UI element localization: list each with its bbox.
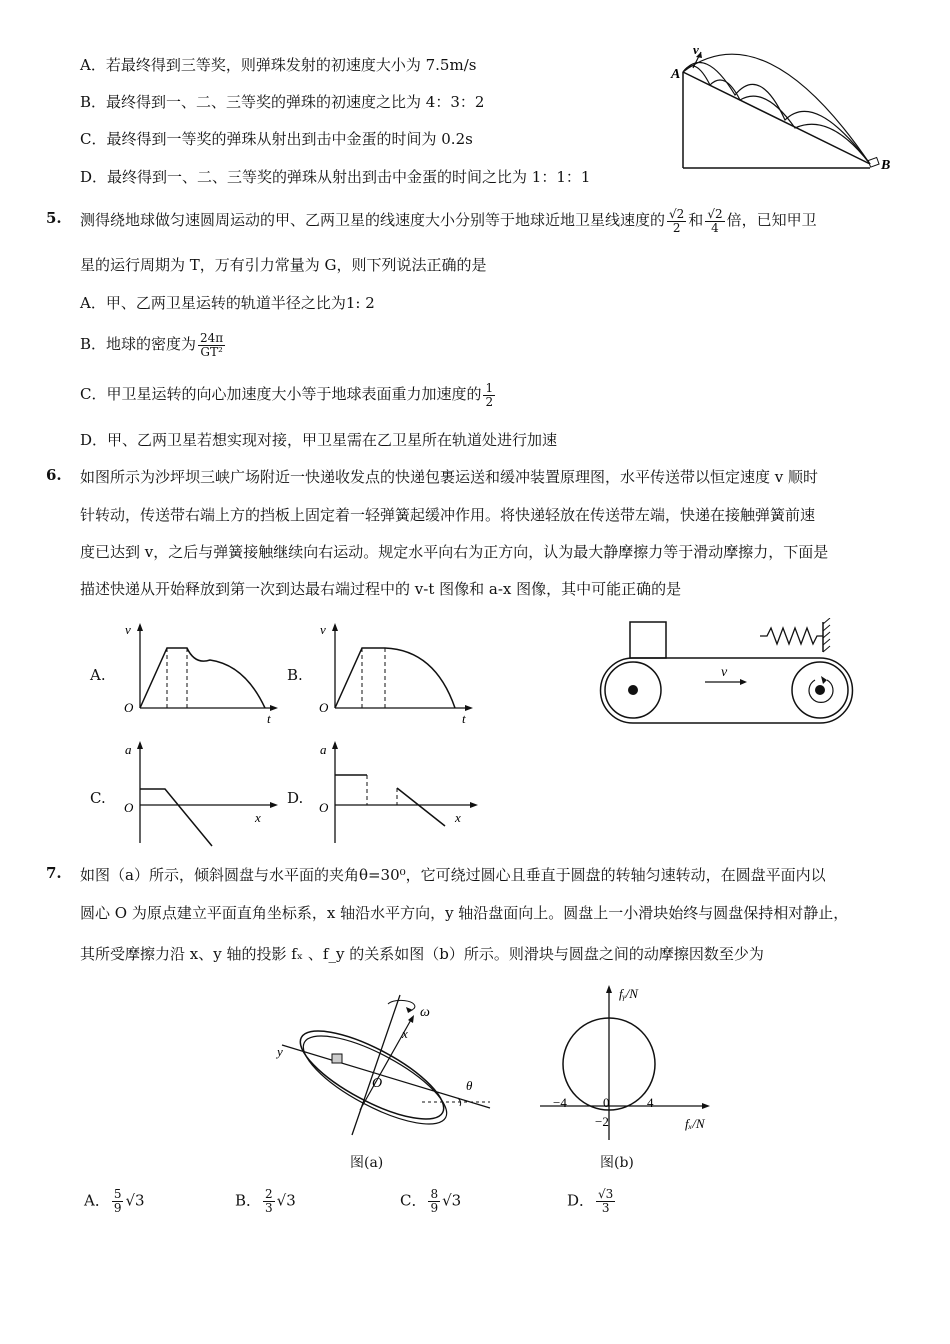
figure-b-friction-circle (535, 980, 725, 1145)
figure-b-caption: 图(b) (600, 1155, 634, 1171)
axis-x-label: x (255, 810, 261, 825)
axis-y-label: y (277, 1044, 283, 1059)
fraction-sqrt2-over-4: $\frac{√2}{4}$ (707, 206, 723, 235)
graph-a-label: A. (90, 666, 106, 684)
axis-t-label: t (462, 711, 466, 725)
omega-label: ω (420, 1005, 430, 1020)
q4-slope-figure (665, 40, 905, 180)
origin-label: O (124, 800, 134, 815)
q4-option-a: A．若最终得到三等奖，则弹珠发射的初速度大小为 7.5m/s (80, 56, 477, 74)
axis-x-label: x (455, 810, 461, 825)
q7-number: 7. (46, 864, 62, 882)
figure-a-caption: 图(a) (350, 1155, 384, 1171)
origin-label: O (319, 700, 329, 715)
q5-option-d: D．甲、乙两卫星若想实现对接，甲卫星需在乙卫星所在轨道处进行加速 (80, 431, 558, 449)
axis-t-label: t (267, 711, 271, 725)
q7-option-c: C． $\frac{8}{9}$ √3 (400, 1187, 462, 1215)
axis-a-label: a (125, 742, 132, 757)
q7-option-d: D． $\frac{√3}{3}$ (567, 1187, 614, 1215)
graph-a-vt (115, 620, 285, 725)
q6-stem-line-1: 如图所示为沙坪坝三峡广场附近一快递收发点的快递包裹运送和缓冲装置原理图，水平传送带以恒定速度 v 顺时 (80, 468, 819, 486)
graph-b-label: B. (287, 666, 303, 684)
graph-b-vt (310, 620, 480, 725)
q5-option-c: C．甲卫星运转的向心加速度大小等于地球表面重力加速度的 $\frac{1}{2}$ (80, 380, 494, 409)
graph-d-label: D. (287, 789, 304, 807)
q5-number: 5. (46, 209, 62, 227)
q4-option-d: D．最终得到一、二、三等奖的弹珠从射出到击中金蛋的时间之比为 1：1：1 (80, 168, 591, 186)
velocity-label: v (693, 42, 699, 57)
fx-axis-label: fₓ/N (685, 1116, 705, 1131)
axis-a-label: a (320, 742, 327, 757)
density-fraction: $\frac{24\pi}{\text{GT²}}$ (200, 330, 224, 359)
answer-b-fraction: $\frac{2}{3}$ (265, 1187, 273, 1215)
origin-label: O (372, 1076, 383, 1091)
q5-stem-line-2: 星的运行周期为 T，万有引力常量为 G，则下列说法正确的是 (80, 256, 487, 274)
figure-a-tilted-disc (272, 990, 497, 1140)
q6-number: 6. (46, 466, 62, 484)
q7-option-a: A． $\frac{5}{9}$ √3 (84, 1187, 145, 1215)
tick-minus-4: −4 (553, 1095, 567, 1110)
theta-label: θ (466, 1078, 473, 1093)
q7-stem-line-3: 其所受摩擦力沿 x、y 轴的投影 fₓ 、f_y 的关系如图（b）所示。则滑块与圆盘之间的动摩擦因数至少为 (80, 945, 764, 963)
q4-option-c: C．最终得到一等奖的弹珠从射出到击中金蛋的时间为 0.2s (80, 130, 473, 148)
answer-d-fraction: $\frac{√3}{3}$ (598, 1187, 614, 1215)
q5-option-b: B．地球的密度为 $\frac{24\pi}{\text{GT²}}$ (80, 330, 224, 359)
q5-option-a: A．甲、乙两卫星运转的轨道半径之比为1: 2 (80, 294, 375, 312)
answer-a-fraction: $\frac{5}{9}$ (113, 1187, 122, 1215)
q6-stem-line-4: 描述快递从开始释放到第一次到达最右端过程中的 v-t 图像和 a-x 图像，其中可能正确的是 (80, 580, 682, 598)
q7-option-b: B． $\frac{2}{3}$ √3 (235, 1187, 296, 1215)
conveyor-belt-diagram (595, 618, 860, 728)
half-fraction: $\frac{1}{2}$ (485, 380, 494, 409)
graph-c-label: C. (90, 789, 106, 807)
fraction-sqrt2-over-2: $\frac{√2}{2}$ (669, 206, 685, 235)
axis-x-label: x (402, 1026, 408, 1041)
tick-plus-4: 4 (647, 1095, 654, 1110)
graph-c-ax (115, 738, 285, 848)
axis-v-label: v (125, 622, 131, 637)
tick-zero: 0 (603, 1095, 610, 1110)
q7-stem-line-2: 圆心 O 为原点建立平面直角坐标系，x 轴沿水平方向，y 轴沿盘面向上。圆盘上一小滑块始终与圆盘保持相对静止， (80, 904, 849, 922)
tick-minus-2: −2 (595, 1114, 609, 1129)
belt-velocity-label: v (721, 665, 728, 680)
point-b-label: B (881, 158, 891, 173)
q7-stem-line-1: 如图（a）所示，倾斜圆盘与水平面的夹角θ=30⁰，它可绕过圆心且垂直于圆盘的转轴匀速转动，在圆盘平面内以 (80, 866, 826, 884)
origin-label: O (124, 700, 134, 715)
q5-stem-line-1: 测得绕地球做匀速圆周运动的甲、乙两卫星的线速度大小分别等于地球近地卫星线速度的 $\frac{√2}{2}$ 和 $\frac{√2}{4}$ 倍，已知甲卫 (80, 206, 817, 235)
point-a-label: A (671, 67, 681, 82)
graph-d-ax (310, 738, 485, 848)
answer-c-fraction: $\frac{8}{9}$ (430, 1187, 439, 1215)
q4-option-b: B．最终得到一、二、三等奖的弹珠的初速度之比为 4：3：2 (80, 93, 485, 111)
q6-stem-line-3: 度已达到 v，之后与弹簧接触继续向右运动。规定水平向右为正方向，认为最大静摩擦力等于滑动摩擦力，下面是 (80, 543, 829, 561)
fy-axis-label: fᵧ/N (619, 986, 638, 1001)
origin-label: O (319, 800, 329, 815)
axis-v-label: v (320, 622, 326, 637)
q6-stem-line-2: 针转动，传送带右端上方的挡板上固定着一轻弹簧起缓冲作用。将快递轻放在传送带左端，快递在接触弹簧前速 (80, 506, 816, 524)
